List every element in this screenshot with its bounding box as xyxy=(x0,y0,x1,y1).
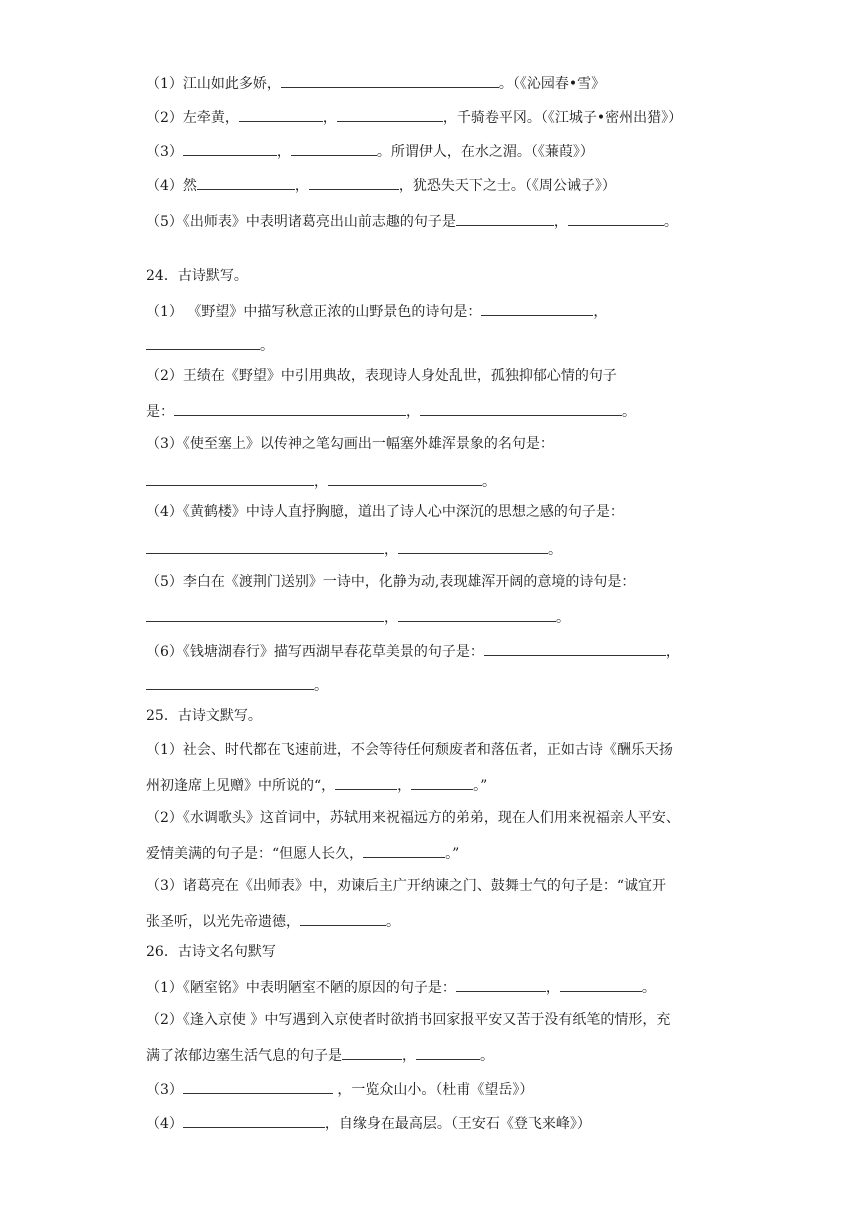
item-text: （2）王绩在《野望》中引用典故，表现诗人身处乱世，孤独抑郁心情的句子 xyxy=(146,368,617,384)
answer-blank[interactable] xyxy=(328,470,482,486)
q23-item-1 xyxy=(146,72,605,94)
item-text: 是： xyxy=(146,404,174,420)
item-text: ， xyxy=(593,304,608,320)
item-text: 。 xyxy=(482,474,496,490)
item-text: ， xyxy=(276,144,291,160)
item-text: （3） xyxy=(146,144,183,160)
answer-blank[interactable] xyxy=(174,400,406,416)
answer-blank[interactable] xyxy=(300,910,386,926)
item-text: （1） 《野望》中描写秋意正浓的山野景色的诗句是： xyxy=(146,304,482,320)
item-text: （6）《钱塘湖春行》描写西湖早春花草美景的句子是： xyxy=(146,644,484,660)
answer-blank[interactable] xyxy=(281,72,499,88)
item-text: 。 xyxy=(260,338,274,354)
q24-item-5-cont xyxy=(146,606,570,628)
answer-blank[interactable] xyxy=(484,640,666,656)
item-text: 。 xyxy=(480,1048,494,1064)
item-text: 州初逢席上见赠》中所说的“， xyxy=(146,778,336,794)
answer-blank[interactable] xyxy=(183,140,277,156)
item-text: 。所谓伊人，在水之湄。（《蒹葭》） xyxy=(376,144,594,160)
item-text: 。” xyxy=(445,846,460,862)
q26-item-3 xyxy=(146,1078,533,1100)
item-text: （1）《陋室铭》中表明陋室不陋的原因的句子是： xyxy=(146,980,456,996)
item-text: （2）左牵黄， xyxy=(146,110,239,126)
answer-blank[interactable] xyxy=(568,210,664,226)
item-text: 。（《沁园春•雪》 xyxy=(498,76,606,92)
item-text: ， xyxy=(402,1048,416,1064)
item-text: 。” xyxy=(473,778,488,794)
q24-item-3 xyxy=(146,434,554,454)
answer-blank[interactable] xyxy=(183,1112,325,1128)
item-text: ，自缘身在最高层。（王安石《登飞来峰》） xyxy=(324,1116,591,1132)
item-text: ， xyxy=(322,110,337,126)
answer-blank[interactable] xyxy=(342,1044,402,1060)
item-text: （1）社会、时代都在飞速前进，不会等待任何颓废者和落伍者，正如古诗《酬乐天扬 xyxy=(146,742,673,758)
item-text: 。 xyxy=(641,980,656,996)
answer-blank[interactable] xyxy=(398,538,548,554)
q24-item-4 xyxy=(146,502,624,522)
q24-item-2-cont xyxy=(146,400,636,422)
answer-blank[interactable] xyxy=(146,538,384,554)
item-text: 爱情美满的句子是：“但愿人长久， xyxy=(146,846,364,862)
item-text: ， xyxy=(545,980,560,996)
q26-item-4 xyxy=(146,1112,591,1134)
answer-blank[interactable] xyxy=(337,106,443,122)
item-text: （2）《水调歌头》这首词中，苏轼用来祝福远方的弟弟，现在人们用来祝福亲人平安、 xyxy=(146,810,680,826)
item-text: （3）《使至塞上》以传神之笔勾画出一幅塞外雄浑景象的名句是： xyxy=(146,436,554,452)
q24-item-6-cont xyxy=(146,674,328,696)
answer-blank[interactable] xyxy=(183,1078,333,1094)
item-text: ， xyxy=(384,542,398,558)
q23-item-3 xyxy=(146,140,594,162)
answer-blank[interactable] xyxy=(309,174,399,190)
q24-item-4-cont xyxy=(146,538,562,560)
item-text: （2）《逢入京使 》中写遇到入京使者时欲捎书回家报平安又苦于没有纸笔的情形，充 xyxy=(146,1012,671,1028)
item-text: ， xyxy=(397,778,412,794)
item-text: ，犹恐失天下之士。（《周公诫子》） xyxy=(398,178,616,194)
item-text: （5）李白在《渡荆门送别》一诗中，化静为动,表现雄浑开阔的意境的诗句是： xyxy=(146,574,636,590)
q24-item-5 xyxy=(146,572,635,592)
q26-item-1 xyxy=(146,976,656,998)
q23-item-5 xyxy=(146,210,678,232)
answer-blank[interactable] xyxy=(398,606,556,622)
item-text: 。 xyxy=(622,404,636,420)
item-text: ， xyxy=(294,178,309,194)
q24-item-3-cont xyxy=(146,470,496,492)
q23-item-4 xyxy=(146,174,616,196)
answer-blank[interactable] xyxy=(363,842,445,858)
item-text: ， xyxy=(665,644,680,660)
item-text: （3） xyxy=(146,1082,183,1098)
question-24-title: 24．古诗默写。 xyxy=(146,268,248,284)
answer-blank[interactable] xyxy=(335,774,397,790)
item-text: （3）诸葛亮在《出师表》中，劝谏后主广开纳谏之门、鼓舞士气的句子是：“诚宜开 xyxy=(146,878,667,894)
item-text: （1）江山如此多娇， xyxy=(146,76,281,92)
q24-item-1 xyxy=(146,300,607,322)
answer-blank[interactable] xyxy=(420,400,622,416)
item-text: ， xyxy=(384,610,398,626)
item-text: 。 xyxy=(548,542,562,558)
answer-blank[interactable] xyxy=(291,140,377,156)
q24-item-6 xyxy=(146,640,680,662)
q24-item-2 xyxy=(146,366,617,386)
item-text: 满了浓郁边塞生活气息的句子是 xyxy=(146,1048,342,1064)
item-text: （4）《黄鹤楼》中诗人直抒胸臆，道出了诗人心中深沉的思想之感的句子是： xyxy=(146,504,624,520)
q25-item-2-cont xyxy=(146,842,459,864)
answer-blank[interactable] xyxy=(197,174,295,190)
item-text: ，千骑卷平冈。（《江城子•密州出猎》） xyxy=(442,110,683,126)
question-25-title: 25．古诗文默写。 xyxy=(146,708,262,724)
q25-item-1 xyxy=(146,740,673,760)
item-text: （5）《出师表》中表明诸葛亮出山前志趣的句子是 xyxy=(146,214,456,230)
answer-blank[interactable] xyxy=(239,106,323,122)
item-text: 。 xyxy=(663,214,678,230)
answer-blank[interactable] xyxy=(146,674,314,690)
answer-blank[interactable] xyxy=(146,470,314,486)
answer-blank[interactable] xyxy=(416,1044,480,1060)
item-text: （4）然 xyxy=(146,178,197,194)
item-text: ，一览众山小。（杜甫《望岳》） xyxy=(332,1082,534,1098)
q25-item-2 xyxy=(146,808,680,828)
answer-blank[interactable] xyxy=(560,976,642,992)
q26-item-2-cont xyxy=(146,1044,494,1066)
answer-blank[interactable] xyxy=(146,606,384,622)
q24-item-1-cont xyxy=(146,334,274,356)
answer-blank[interactable] xyxy=(146,334,260,350)
item-text: 张圣听，以光先帝遗德， xyxy=(146,914,300,930)
item-text: 。 xyxy=(386,914,400,930)
q25-item-3-cont xyxy=(146,910,400,932)
q23-item-2 xyxy=(146,106,682,128)
item-text: ， xyxy=(553,214,568,230)
item-text: （4） xyxy=(146,1116,183,1132)
answer-blank[interactable] xyxy=(456,976,546,992)
q25-item-3 xyxy=(146,876,666,896)
item-text: ， xyxy=(406,404,420,420)
q26-item-2 xyxy=(146,1010,670,1030)
answer-blank[interactable] xyxy=(456,210,554,226)
answer-blank[interactable] xyxy=(481,300,593,316)
item-text: 。 xyxy=(556,610,570,626)
item-text: 。 xyxy=(314,678,328,694)
question-26-title: 26．古诗文名句默写 xyxy=(146,944,276,960)
answer-blank[interactable] xyxy=(411,774,473,790)
q25-item-1-cont xyxy=(146,774,487,796)
item-text: ， xyxy=(314,474,328,490)
